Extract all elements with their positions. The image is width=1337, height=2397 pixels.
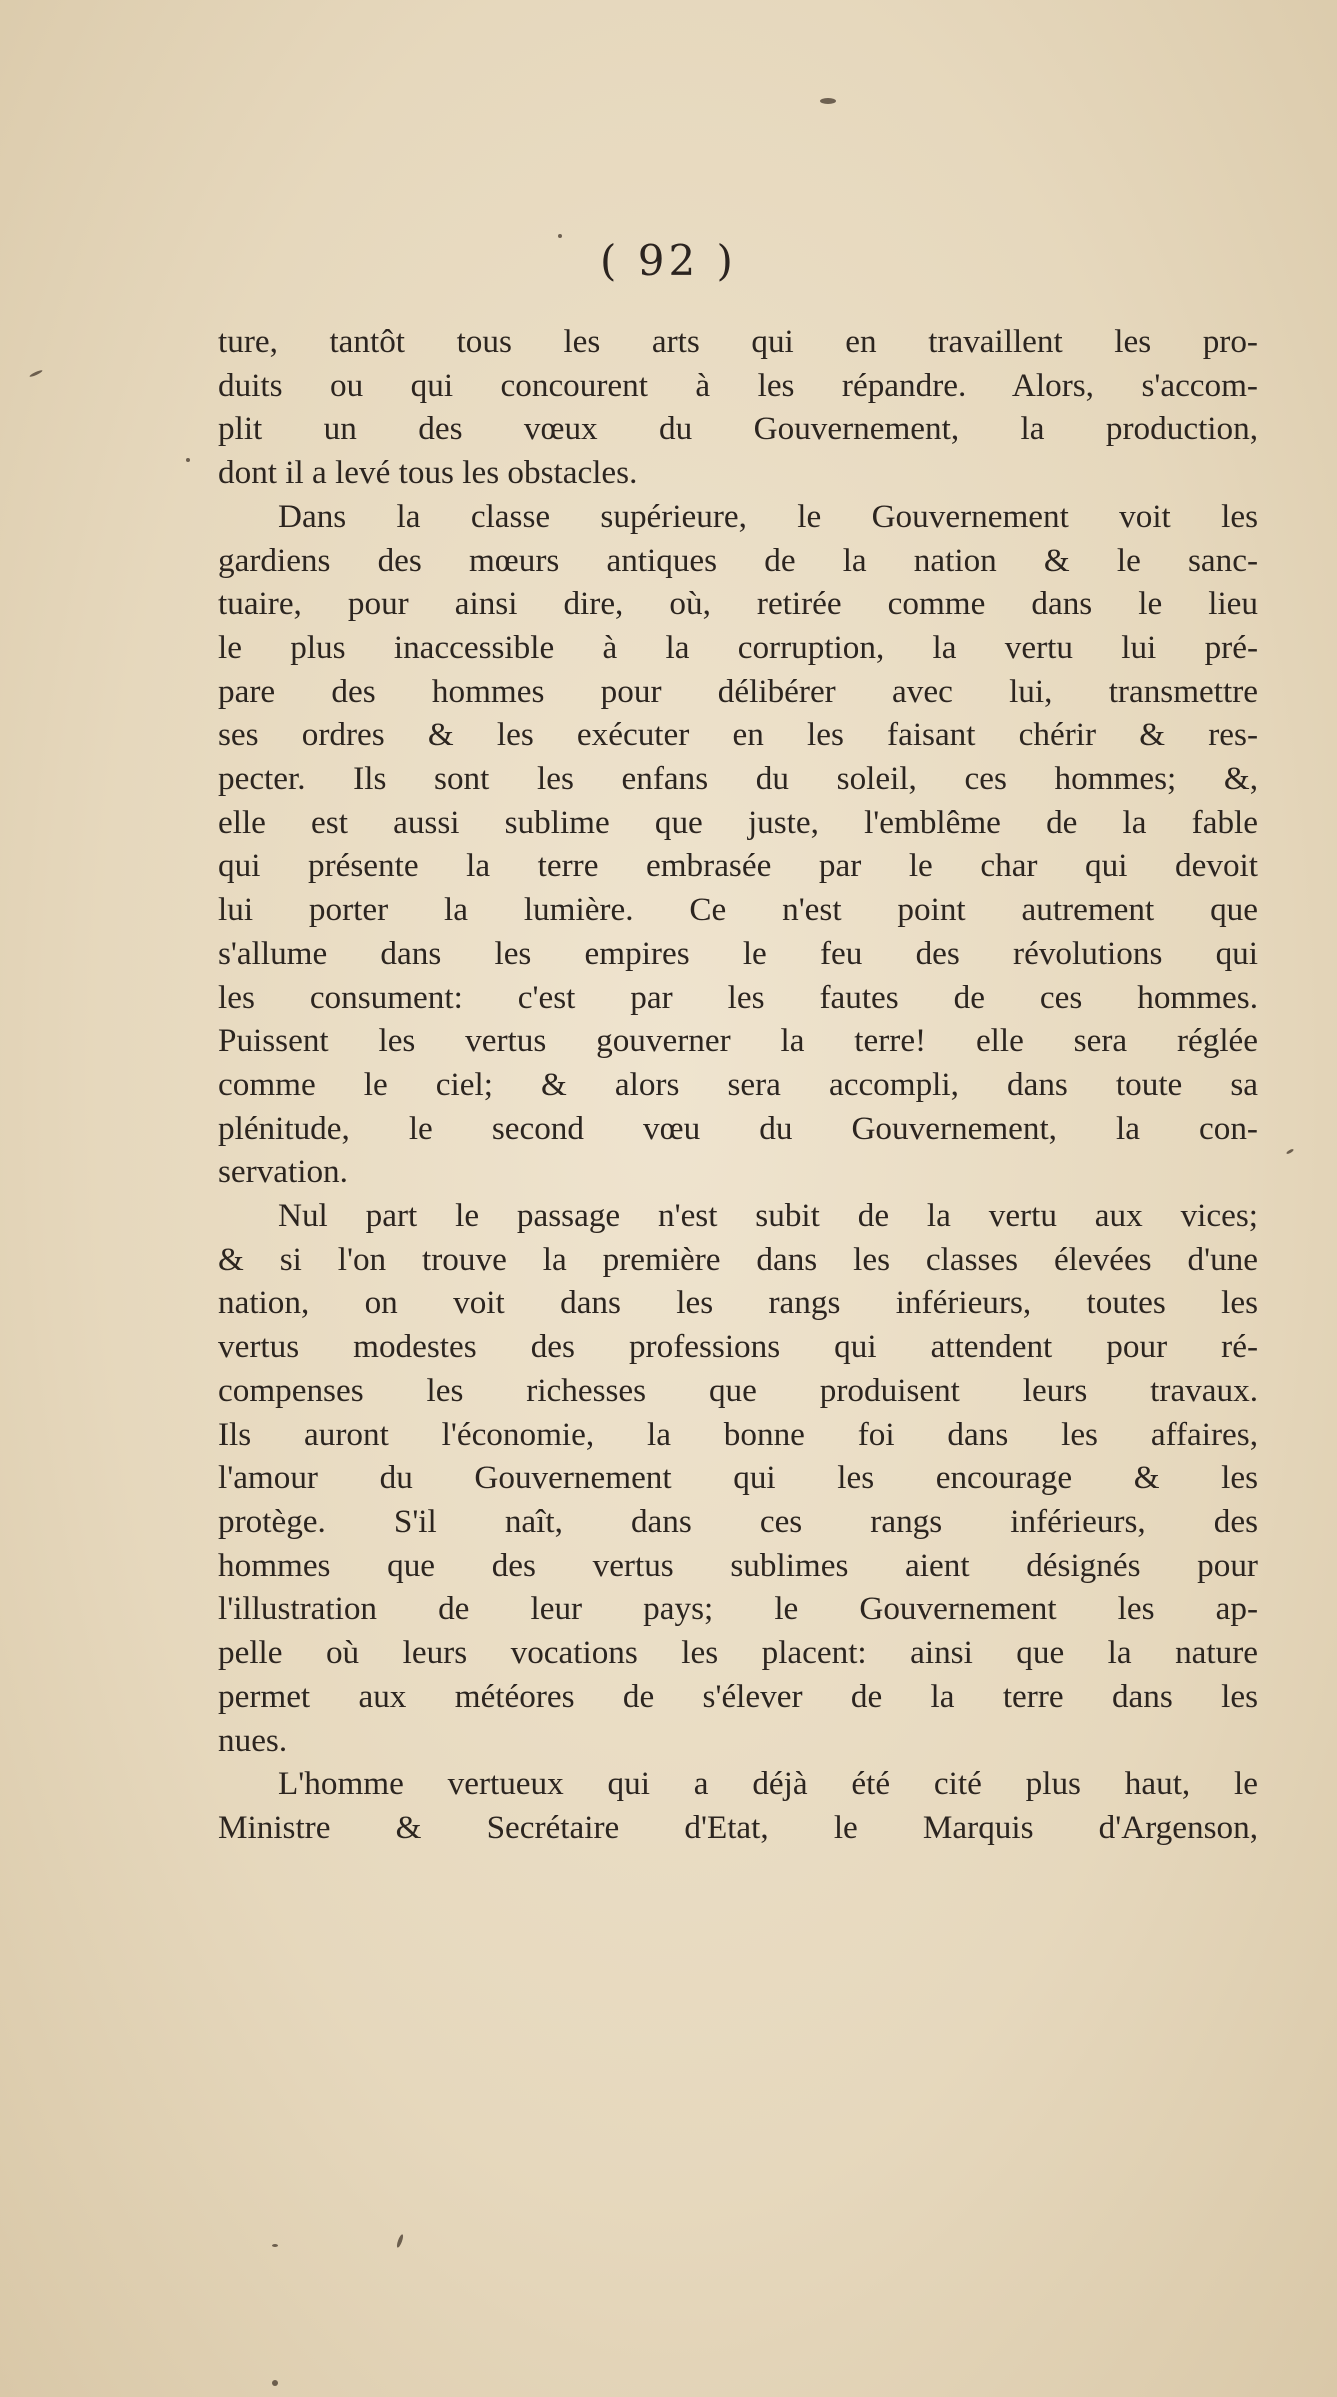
ink-speck bbox=[272, 2380, 278, 2386]
text-line: qui présente la terre embrasée par le char qui devoit bbox=[218, 847, 1258, 885]
text-line: l'amour du Gouvernement qui les encourage & les bbox=[218, 1459, 1258, 1497]
text-line: pelle où leurs vocations les placent: ainsi que la nature bbox=[218, 1634, 1258, 1672]
text-line: servation. bbox=[218, 1153, 348, 1191]
ink-speck bbox=[820, 98, 836, 104]
text-line: Dans la classe supérieure, le Gouvernement voit les bbox=[278, 497, 1258, 535]
text-line: Ministre & Secrétaire d'Etat, le Marquis d'Argenson, bbox=[218, 1808, 1258, 1846]
text-line: protège. S'il naît, dans ces rangs inférieurs, des bbox=[218, 1502, 1258, 1540]
text-line: L'homme vertueux qui a déjà été cité plus haut, le bbox=[278, 1765, 1258, 1803]
text-line: compenses les richesses que produisent leurs travaux. bbox=[218, 1371, 1258, 1409]
text-line: Ils auront l'économie, la bonne foi dans les affaires, bbox=[218, 1415, 1258, 1453]
text-line: plénitude, le second vœu du Gouvernement, la con- bbox=[218, 1109, 1258, 1147]
text-line: plit un des vœux du Gouvernement, la production, bbox=[218, 410, 1258, 448]
text-line: pecter. Ils sont les enfans du soleil, ces hommes; &, bbox=[218, 760, 1258, 798]
text-line: elle est aussi sublime que juste, l'emblême de la fable bbox=[218, 803, 1258, 841]
text-line: gardiens des mœurs antiques de la nation & le sanc- bbox=[218, 541, 1258, 579]
ink-speck bbox=[396, 2234, 405, 2249]
text-line: ture, tantôt tous les arts qui en travaillent les pro- bbox=[218, 323, 1258, 360]
text-line: pare des hommes pour délibérer avec lui, transmettre bbox=[218, 672, 1258, 710]
text-line: les consument: c'est par les fautes de ces hommes. bbox=[218, 978, 1258, 1016]
text-line: dont il a levé tous les obstacles. bbox=[218, 454, 638, 492]
text-line: & si l'on trouve la première dans les classes élevées d'une bbox=[218, 1240, 1258, 1278]
text-line: le plus inaccessible à la corruption, la vertu lui pré- bbox=[218, 628, 1258, 666]
text-line: nation, on voit dans les rangs inférieurs, toutes les bbox=[218, 1284, 1258, 1322]
text-line: duits ou qui concourent à les répandre. Alors, s'accom- bbox=[218, 366, 1258, 404]
text-line: ses ordres & les exécuter en les faisant chérir & res- bbox=[218, 716, 1258, 754]
text-line: s'allume dans les empires le feu des révolutions qui bbox=[218, 934, 1258, 972]
text-line: tuaire, pour ainsi dire, où, retirée comme dans le lieu bbox=[218, 585, 1258, 623]
page-number: ( 92 ) bbox=[600, 236, 737, 285]
text-line: comme le ciel; & alors sera accompli, dans toute sa bbox=[218, 1065, 1258, 1103]
text-line: lui porter la lumière. Ce n'est point autrement que bbox=[218, 891, 1258, 929]
text-line: hommes que des vertus sublimes aient désignés pour bbox=[218, 1546, 1258, 1584]
text-line: l'illustration de leur pays; le Gouvernement les ap- bbox=[218, 1590, 1258, 1628]
ink-speck bbox=[1286, 1148, 1294, 1155]
ink-speck bbox=[29, 369, 43, 378]
text-line: Puissent les vertus gouverner la terre! elle sera réglée bbox=[218, 1022, 1258, 1060]
ink-speck bbox=[272, 2244, 278, 2247]
text-line: Nul part le passage n'est subit de la vertu aux vices; bbox=[278, 1197, 1258, 1235]
ink-speck bbox=[186, 458, 190, 462]
text-line: nues. bbox=[218, 1721, 288, 1759]
text-line: permet aux météores de s'élever de la terre dans les bbox=[218, 1677, 1258, 1715]
text-line: vertus modestes des professions qui attendent pour ré- bbox=[218, 1328, 1258, 1366]
body-text bbox=[218, 320, 1258, 1850]
